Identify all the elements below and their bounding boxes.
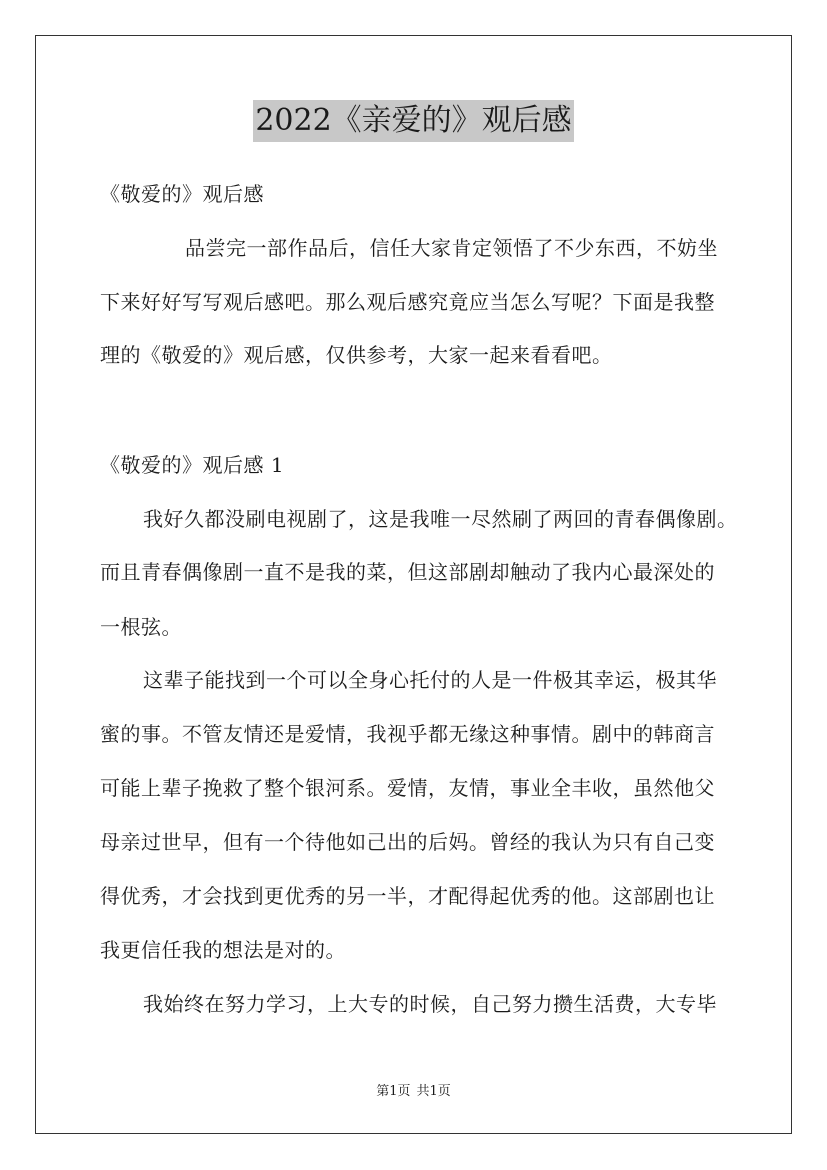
paragraph-line: 得优秀，才会找到更优秀的另一半，才配得起优秀的他。这部剧也让 (100, 884, 715, 908)
paragraph-line: 这辈子能找到一个可以全身心托付的人是一件极其幸运，极其华 (143, 668, 717, 692)
intro-line: 品尝完一部作品后，信任大家肯定领悟了不少东西，不妨坐 (185, 236, 718, 260)
section-heading: 《敬爱的》观后感 1 (100, 453, 285, 477)
document-subtitle: 《敬爱的》观后感 (100, 182, 264, 206)
paragraph-line: 我更信任我的想法是对的。 (100, 938, 346, 962)
paragraph-line: 母亲过世早，但有一个待他如己出的后妈。曾经的我认为只有自己变 (100, 830, 715, 854)
paragraph-line: 蜜的事。不管友情还是爱情，我视乎都无缘这种事情。剧中的韩商言 (100, 722, 715, 746)
page-footer (0, 1083, 827, 1101)
page-total: 共1页 (416, 1084, 451, 1099)
paragraph-line: 我始终在努力学习，上大专的时候，自己努力攒生活费，大专毕 (143, 992, 717, 1016)
intro-line: 下来好好写写观后感吧。那么观后感究竟应当怎么写呢？下面是我整 (100, 290, 715, 314)
paragraph-line: 我好久都没刷电视剧了，这是我唯一尽然刷了两回的青春偶像剧。 (143, 507, 738, 531)
paragraph-line: 可能上辈子挽救了整个银河系。爱情，友情，事业全丰收，虽然他父 (100, 776, 715, 800)
page-number: 第1页 (376, 1084, 411, 1099)
intro-line: 理的《敬爱的》观后感，仅供参考，大家一起来看看吧。 (100, 343, 613, 367)
document-title: 2022《亲爱的》观后感 (253, 100, 573, 142)
paragraph-line: 一根弦。 (100, 615, 182, 639)
paragraph-line: 而且青春偶像剧一直不是我的菜，但这部剧却触动了我内心最深处的 (100, 560, 715, 584)
title-container (0, 100, 827, 142)
